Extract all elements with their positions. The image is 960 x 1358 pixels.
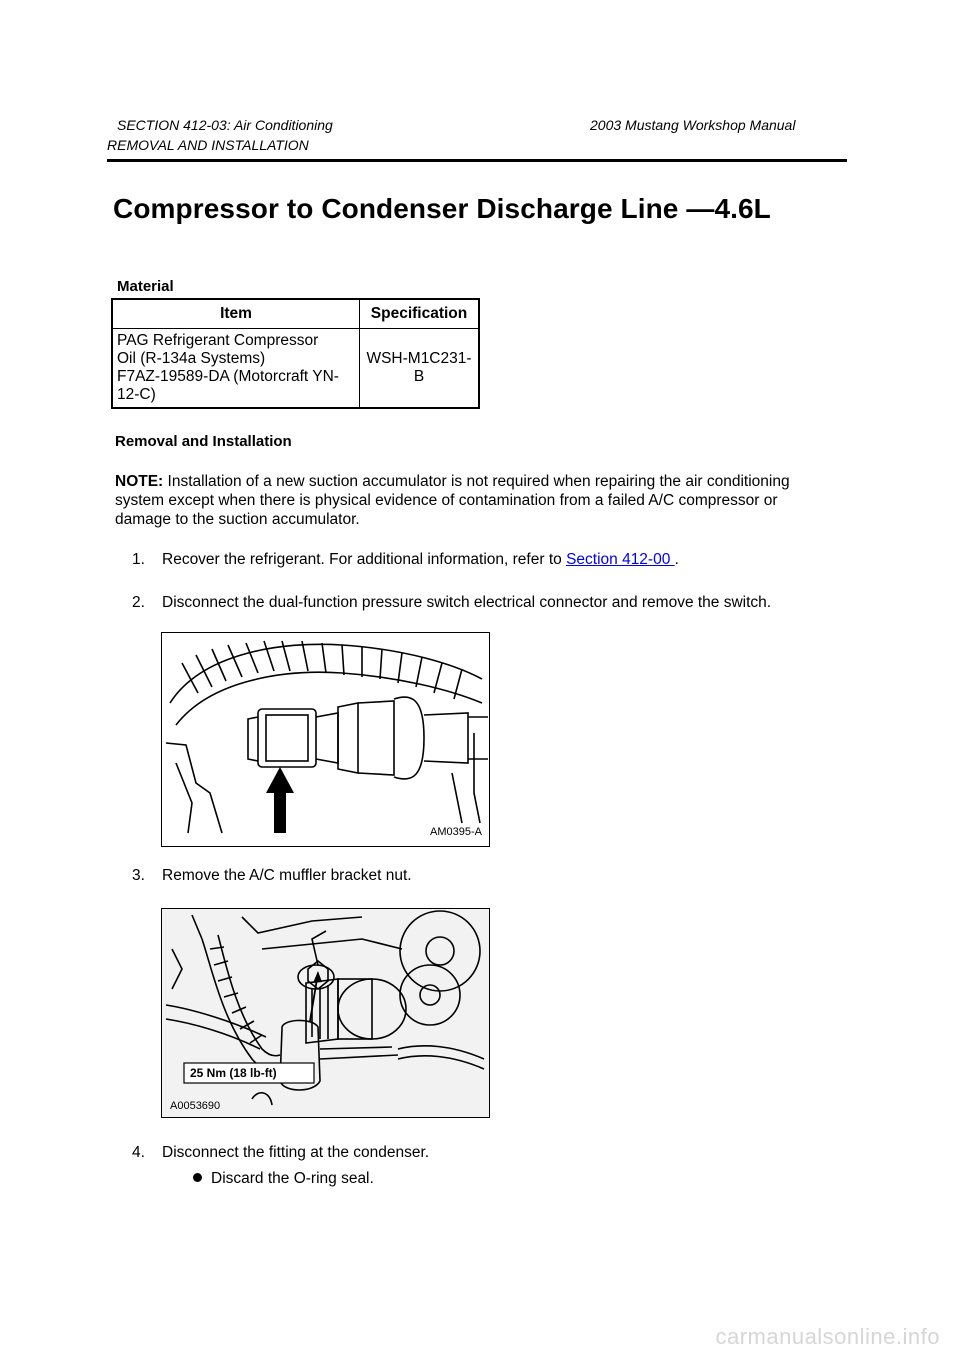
watermark: carmanualsonline.info	[715, 1324, 940, 1349]
section-subheading: Removal and Installation	[115, 433, 292, 450]
header-divider	[107, 159, 847, 162]
step-2	[132, 594, 771, 612]
item-line: 12-C)	[117, 386, 156, 403]
figure-2-label: A0053690	[170, 1100, 221, 1112]
note-paragraph	[115, 472, 835, 529]
note-text: Installation of a new suction accumulator is not required when repairing the air conditioning system except when there is physical evidence of contamination from a failed A/C compressor or damage to the suction accumulator.	[115, 473, 790, 528]
spec-line: WSH-M1C231-	[366, 350, 472, 367]
torque-callout: 25 Nm (18 lb-ft)	[190, 1066, 277, 1080]
material-table	[111, 298, 480, 409]
material-caption: Material	[117, 278, 174, 295]
step-text-suffix: .	[674, 551, 679, 568]
step-text: Disconnect the dual-function pressure switch electrical connector and remove the switch.	[162, 594, 772, 611]
table-row	[112, 329, 479, 409]
item-line: Oil (R-134a Systems)	[117, 350, 266, 367]
header-subsection: REMOVAL AND INSTALLATION	[107, 137, 309, 153]
material-spec-cell	[360, 329, 480, 409]
muffler-bracket-illustration	[161, 908, 490, 1118]
page-title: Compressor to Condenser Discharge Line —4.6L	[113, 193, 771, 224]
column-header-item: Item	[112, 299, 360, 329]
item-line: PAG Refrigerant Compressor	[117, 332, 319, 349]
column-header-specification: Specification	[360, 299, 480, 329]
step-number: 2.	[132, 594, 145, 611]
material-item-cell	[112, 329, 360, 409]
spec-line: B	[413, 368, 425, 385]
bullet-text: Discard the O-ring seal.	[211, 1170, 374, 1187]
step-4-bullet	[193, 1170, 374, 1188]
section-412-00-link[interactable]: Section 412-00	[566, 551, 675, 568]
step-text: Disconnect the fitting at the condenser.	[162, 1144, 430, 1161]
bullet-icon	[193, 1173, 202, 1182]
step-number: 1.	[132, 551, 145, 568]
step-4	[132, 1144, 429, 1162]
step-1	[132, 551, 679, 569]
item-line: F7AZ-19589-DA (Motorcraft YN-	[117, 368, 339, 385]
note-label: NOTE:	[115, 473, 164, 490]
step-3	[132, 867, 412, 885]
header-section: SECTION 412-03: Air Conditioning	[117, 117, 333, 133]
step-text: Recover the refrigerant. For additional information, refer to	[162, 551, 567, 568]
figure-1-label: AM0395-A	[430, 826, 482, 838]
step-number: 4.	[132, 1144, 145, 1161]
step-number: 3.	[132, 867, 145, 884]
step-text: Remove the A/C muffler bracket nut.	[162, 867, 412, 884]
pressure-switch-illustration	[161, 632, 490, 847]
header-manual-title: 2003 Mustang Workshop Manual	[590, 117, 796, 133]
